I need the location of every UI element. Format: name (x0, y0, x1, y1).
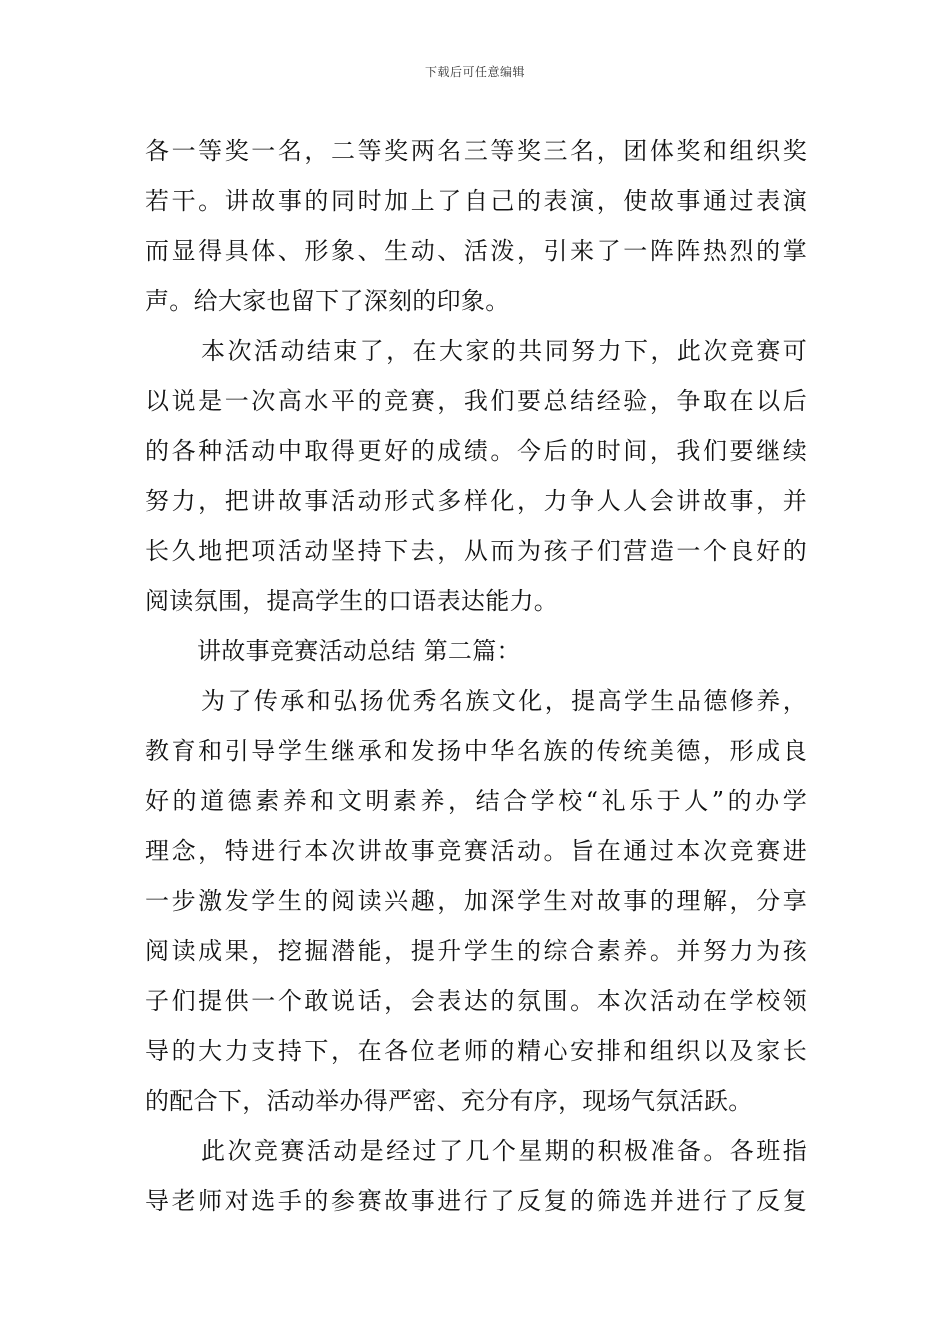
text-line: 声。给大家也留下了深刻的印象。 (145, 287, 510, 315)
text-line: 子们提供一个敢说话，会表达的氛围。本次活动在学校领 (145, 987, 807, 1015)
text-line: 阅读氛围，提高学生的口语表达能力。 (145, 587, 559, 615)
text-line: 导的大力支持下，在各位老师的精心安排和组织以及家长 (145, 1037, 807, 1065)
text-line: 各一等奖一名，二等奖两名三等奖三名，团体奖和组织奖 (145, 137, 807, 165)
text-line: 理念，特进行本次讲故事竞赛活动。旨在通过本次竞赛进 (145, 837, 807, 865)
text-line: 长久地把项活动坚持下去，从而为孩子们营造一个良好的 (145, 537, 807, 565)
page-header: 下载后可任意编辑 (424, 65, 525, 79)
paragraph-first-line: 此次竞赛活动是经过了几个星期的积极准备。各班指 (201, 1137, 807, 1165)
text-line: 以说是一次高水平的竞赛，我们要总结经验，争取在以后 (145, 387, 807, 415)
section-heading: 讲故事竞赛活动总结 第二篇： (197, 637, 521, 665)
text-line: 阅读成果，挖掘潜能，提升学生的综合素养。并努力为孩 (145, 937, 807, 965)
text-line: 若干。讲故事的同时加上了自己的表演，使故事通过表演 (145, 187, 807, 215)
text-line: 的各种活动中取得更好的成绩。今后的时间，我们要继续 (145, 437, 807, 465)
text-line: 导老师对选手的参赛故事进行了反复的筛选并进行了反复 (145, 1187, 807, 1215)
text-line: 的配合下，活动举办得严密、充分有序，现场气氛活跃。 (145, 1087, 753, 1115)
text-line: 而显得具体、形象、生动、活泼，引来了一阵阵热烈的掌 (145, 237, 807, 265)
text-line: 好的道德素养和文明素养，结合学校“礼乐于人”的办学 (145, 787, 807, 815)
text-line: 一步激发学生的阅读兴趣，加深学生对故事的理解，分享 (145, 887, 807, 915)
document-body (145, 126, 807, 1226)
text-line: 努力，把讲故事活动形式多样化，力争人人会讲故事，并 (145, 487, 807, 515)
paragraph-first-line: 为了传承和弘扬优秀名族文化，提高学生品德修养， (201, 687, 807, 715)
text-line: 教育和引导学生继承和发扬中华名族的传统美德，形成良 (145, 737, 807, 765)
paragraph-first-line: 本次活动结束了，在大家的共同努力下，此次竞赛可 (201, 337, 807, 365)
